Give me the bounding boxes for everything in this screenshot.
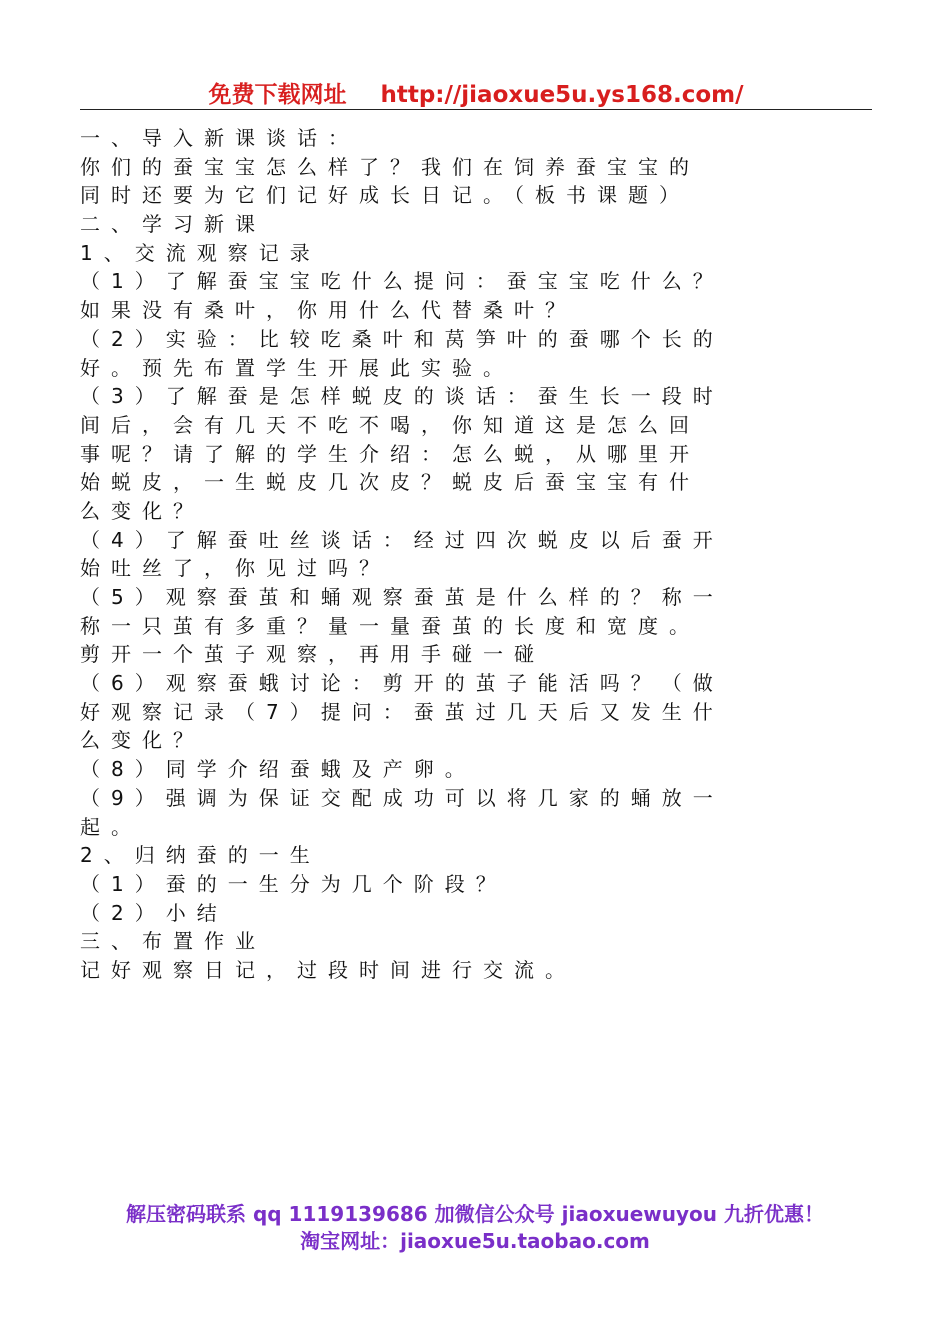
text-line: 你们的蚕宝宝怎么样了？我们在饲养蚕宝宝的: [80, 154, 700, 179]
text-line: （2）实验：比较吃桑叶和莴笋叶的蚕哪个长的: [80, 326, 724, 351]
text-line: 起。: [80, 814, 142, 839]
text-line: 称一只茧有多重？量一量蚕茧的长度和宽度。: [80, 613, 700, 638]
text-line: （9）强调为保证交配成功可以将几家的蛹放一: [80, 785, 724, 810]
text-line: （3）了解蚕是怎样蜕皮的谈话：蚕生长一段时: [80, 384, 724, 409]
text-line: 么变化？: [80, 498, 204, 523]
text-line: （8）同学介绍蚕蛾及产卵。: [80, 757, 476, 782]
text-line: 始吐丝了，你见过吗？: [80, 556, 390, 581]
text-line: 事呢？请了解的学生介绍：怎么蜕，从哪里开: [80, 441, 700, 466]
text-line: （6）观察蚕蛾讨论：剪开的茧子能活吗？（做: [80, 671, 724, 696]
page-header: [80, 76, 872, 110]
text-line: 记好观察日记，过段时间进行交流。: [80, 957, 576, 982]
text-line: （1）蚕的一生分为几个阶段？: [80, 871, 507, 896]
lesson-body: [80, 124, 860, 985]
text-line: （1）了解蚕宝宝吃什么提问：蚕宝宝吃什么？: [80, 269, 724, 294]
text-line: 一、导入新课谈话：: [80, 126, 359, 150]
text-line: （5）观察蚕茧和蛹观察蚕茧是什么样的？称一: [80, 585, 724, 609]
text-line: 2、归纳蚕的一生: [80, 843, 321, 868]
text-line: 如果没有桑叶，你用什么代替桑叶？: [80, 298, 576, 323]
footer-contact: 解压密码联系 qq 1119139686 加微信公众号 jiaoxuewuyou 九折优惠！: [126, 1202, 824, 1226]
text-line: （2）小结: [80, 900, 228, 925]
text-line: 间后，会有几天不吃不喝，你知道这是怎么回: [80, 412, 700, 437]
text-line: 二、学习新课: [80, 212, 266, 237]
text-line: 三、布置作业: [80, 929, 266, 954]
text-line: （4）了解蚕吐丝谈话：经过四次蜕皮以后蚕开: [80, 527, 724, 552]
text-line: 好观察记录（7）提问：蚕茧过几天后又发生什: [80, 699, 724, 724]
header-label: 免费下载网址: [208, 82, 347, 108]
text-line: 同时还要为它们记好成长日记。（板书课题）: [80, 183, 690, 208]
header-url-link[interactable]: http://jiaoxue5u.ys168.com/: [380, 82, 744, 108]
text-line: 么变化？: [80, 728, 204, 753]
header-divider: [80, 109, 872, 110]
text-line: 好。预先布置学生开展此实验。: [80, 355, 514, 380]
footer-shop-link[interactable]: 淘宝网址：jiaoxue5u.taobao.com: [300, 1229, 650, 1253]
text-line: 1、交流观察记录: [80, 240, 321, 265]
text-line: 始蜕皮，一生蜕皮几次皮？蜕皮后蚕宝宝有什: [80, 470, 700, 495]
text-line: 剪开一个茧子观察，再用手碰一碰: [80, 642, 545, 667]
